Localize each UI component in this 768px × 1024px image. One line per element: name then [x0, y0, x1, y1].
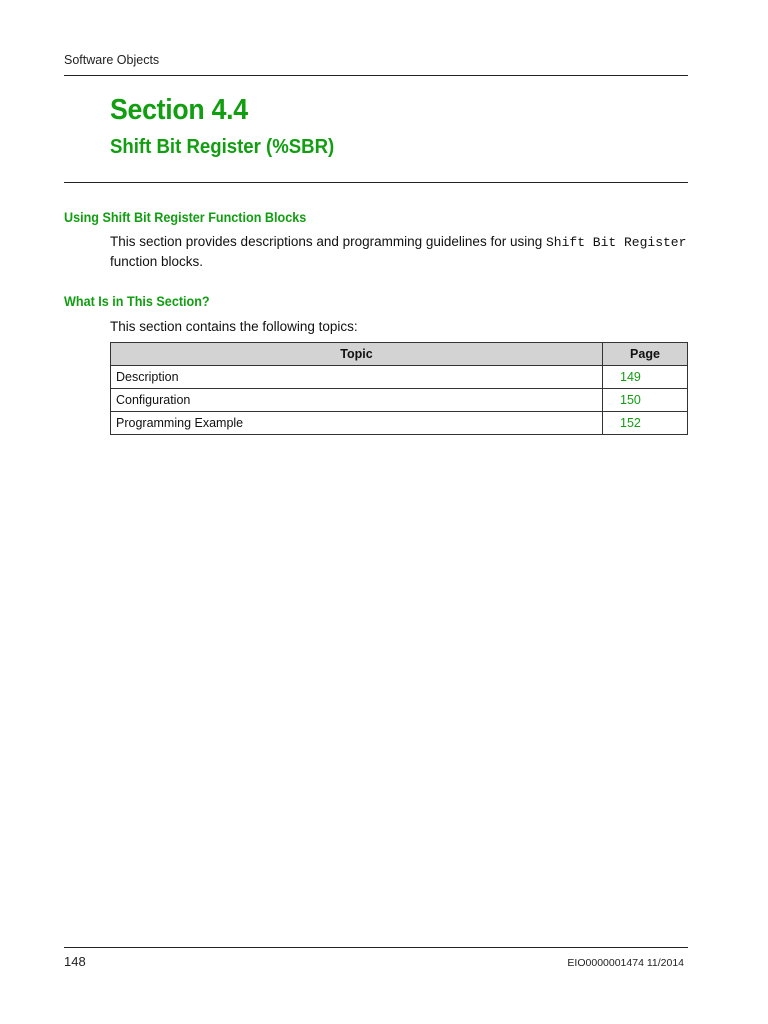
- table-row: [111, 389, 688, 412]
- section-number: Section 4.4: [110, 94, 248, 126]
- intro-text-before: This section provides descriptions and programming guidelines for using: [110, 234, 546, 249]
- col-page-header: Page: [603, 343, 688, 366]
- section-title: Shift Bit Register (%SBR): [110, 136, 335, 158]
- running-header: Software Objects: [64, 53, 160, 67]
- page-number: 148: [64, 954, 86, 969]
- topic-cell: Description: [111, 366, 603, 389]
- topic-cell: Programming Example: [111, 412, 603, 435]
- contents-lead: This section contains the following topics:: [110, 319, 358, 334]
- topics-table: [110, 342, 688, 435]
- section-rule: [64, 182, 688, 183]
- page-link[interactable]: 150: [603, 389, 688, 412]
- page-link[interactable]: 149: [603, 366, 688, 389]
- topic-cell: Configuration: [111, 389, 603, 412]
- table-row: [111, 412, 688, 435]
- intro-code-term: Shift Bit Register: [545, 235, 687, 250]
- table-header-row: [111, 343, 688, 366]
- document-code: EIO0000001474 11/2014: [567, 957, 684, 969]
- intro-paragraph: [110, 232, 700, 271]
- intro-text-after: function blocks.: [110, 254, 204, 269]
- contents-heading: What Is in This Section?: [64, 293, 210, 309]
- footer-rule: [64, 947, 688, 948]
- page-link[interactable]: 152: [603, 412, 688, 435]
- table-row: [111, 366, 688, 389]
- intro-heading: Using Shift Bit Register Function Blocks: [64, 209, 307, 225]
- header-rule: [64, 75, 688, 76]
- col-topic-header: Topic: [111, 343, 603, 366]
